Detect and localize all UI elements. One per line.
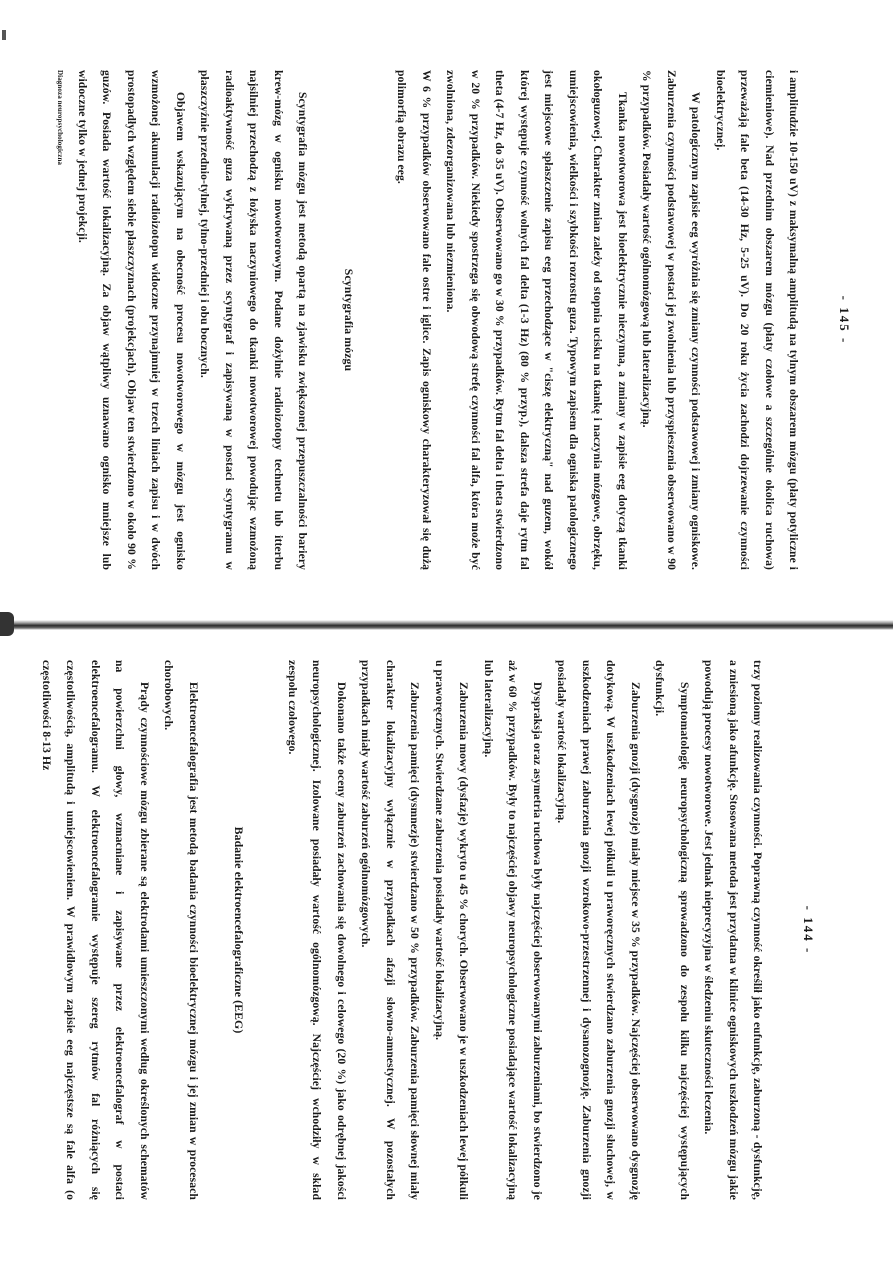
paragraph: Dyspraksja oraz asymetria ruchowa były najczęściej obserwowanymi zaburzeniami, bo stwierdzono je aż w 60 % przypadków. Były to najczęściej objawy neuropsychologiczne posiadające wartość lokalizacyjną lub lateralizacyjną. [482,660,544,1200]
book-binding [0,620,893,630]
paragraph: Objawem wskazującym na obecność procesu nowotworowego w mózgu jest ognisko wzmożonej akumulacji radioizotopu widoczne przynajmniej w trzech liniach zapisu i w dwóch prostopadłych względem siebie płaszczyznach (projekcjach). Objaw ten stwierdzono w około 90 % guzów. Posiada wartość lokalizacyjną. Za objaw wątpliwy uznawano ognisko mniejsze lub widoczne tylko w jednej projekcji. [76,70,187,570]
footnote: Diagnoza neuropsychologiczna [56,70,65,166]
page-144 [40,660,820,1200]
paragraphs-after [34,660,206,1200]
section-heading: Scyntygrafia mózgu [342,268,356,372]
paragraph: W 6 % przypadków obserwowano fale ostre i iglice. Zapis ogniskowy charakteryzował się dużą polimorfią obrazu eeg. [395,70,433,570]
paragraph: Dokonano także oceny zaburzeń zachowania się dowolnego i celowego (20 %) jako odrębnej jakości neuropsychologicznej. Izolowane posiadały wartość ogólnomózgową. Najczęściej wchodziły w skład zespołu czołowego. [286,660,348,1200]
page-number: - 145 - [837,295,852,345]
paragraph: trzy poziomy realizowania czynności. Poprawną czynność określił jako eufunkcję, zaburzoną - dysfunkcję, a zniesioną jako afunkcję. Stosowana metoda jest przydatna w klinice ogniskowych uszkodzeń mózgu jakie powodują procesy nowotworowe. Jest jednak nieprecyzyjna w śledzeniu skuteczności leczenia. [702,660,765,1200]
paragraph: Zaburzenia pamięci (dysmnezje) stwierdzano w 50 % przypadków. Zaburzenia pamięci słownej miały charakter lokalizacyjny wyłącznie w przypadkach afazji słowno-amnestycznej. W pozostałych przypadkach miały wartość zaburzeń ogólnomózgowych. [359,660,422,1200]
paragraph: Scyntygrafia mózgu jest metodą opartą na zjawisku zwiększonej przepuszczalności bariery krew-mózg w ognisku nowotworowym. Podane dożylnie radioizotopy technetu lub itterbu najsilniej przechodzą z łożyska naczyniowego do tkanki nowotworowej powodując wzmożoną radioaktywność guza wykrywaną przez scyntygraf i zapisywaną w postaci scyntygramu w płaszczyźnie przednio-tylnej, tylno-przedniej i obu bocznych. [198,70,310,570]
paragraphs-before [389,70,806,570]
paragraph: Tkanka nowotworowa jest bioelektrycznie nieczynna, a zmiany w zapisie eeg dotyczą tkanki okołoguzowej. Charakter zmian zależy od stopnia ucisku na tkankę i naczynia mózgowe, obrzęku, umiejscowienia, wielkości i szybkości rozrostu guza. Typowym zapisem dla ogniska patologicznego jest miejscowe spłaszczenie zapisu eeg przechodzące w "ciszę elektryczną" nad guzem, wokół której występuje czynność wolnych fal delta (1-3 Hz) (80 % przyp.), dalsza strefa daje rytm fal theta (4-7 Hz, do 35 uV). Obserwowano go w 30 % przypadków. Rytm fal delta i theta stwierdzono w 20 % przypadków. Niekiedy spostrzega się obwodową strefę czynności fal alfa, która może być zwolniona, zdezorganizowana lub niezmieniona. [444,70,629,570]
paragraphs-after [70,70,315,570]
section-heading: Badanie elektroencefalograficzne (EEG) [232,826,247,1034]
paragraph: Elektroencefalografia jest metodą badania czynności bioelektrycznej mózgu i jej zmian w procesach chorobowych. [162,660,200,1200]
paragraphs-before [280,660,770,1200]
paragraph: Zaburzenia gnozji (dysgnozje) miały miejsce w 35 % przypadków. Najczęściej obserwowano dysgnozję dotykową. W uszkodzeniach lewej półkuli u praworęcznych stwierdzano zaburzenia gnozji słuchowej, w uszkodzeniach prawej zaburzenia gnozji wzrokowo-przestrzennej i dysanozognozję. Zaburzenia gnozji posiadały wartość lokalizacyjną. [555,660,642,1200]
binding-edge [0,612,14,636]
page-145 [56,70,856,570]
page-number: - 144 - [801,905,816,955]
paragraph: Prądy czynnościowe mózgu zbierane są elektrodami umieszczonymi według określonych schematów na powierzchni głowy, wzmacniane i zapisywane przez elektroencefalograf w postaci elektroencefalogramu. W elektroencefalogramie występuje szereg rytmów fal różniących się częstotliwością, amplitudą i umiejscowieniem. W prawidłowym zapisie eeg najczęstsze są fale alfa (o częstotliwości 8-13 Hz [40,660,151,1200]
paragraph: i amplitudzie 10-150 uV) z maksymalną amplitudą na tylnym obszarem mózgu (płaty potyliczne i ciemieniowe). Nad przednim obszarem mózgu (płaty czołowe a szczególnie okolica ruchowa) przeważają fale beta (14-30 Hz, 5-25 uV). Do 20 roku życia zachodzi dojrzewanie czynności bioelektrycznej. [714,70,801,570]
paragraph: Symptomatologię neuropsychologiczną sprowadzono do zespołu kilku najczęściej występujących dysfunkcji. [653,660,691,1200]
paragraph: Zaburzenia mowy (dysfazje) wykryto u 45 % chorych. Obserwowano je w uszkodzeniach lewej półkuli u praworęcznych. Stwierdzane zaburzenia posiadały wartość lokalizacyjną. [433,660,471,1200]
scan-speck [2,30,6,40]
paragraph: W patologicznym zapisie eeg wyróżnia się zmiany czynności podstawowej i zmiany ogniskowe. Zaburzenia czynności podstawowej w postaci jej zwolnienia lub przyspieszenia obserwowano w 90 % przypadków. Posiadały wartość ogólnomózgową lub lateralizacyjną. [640,70,703,570]
